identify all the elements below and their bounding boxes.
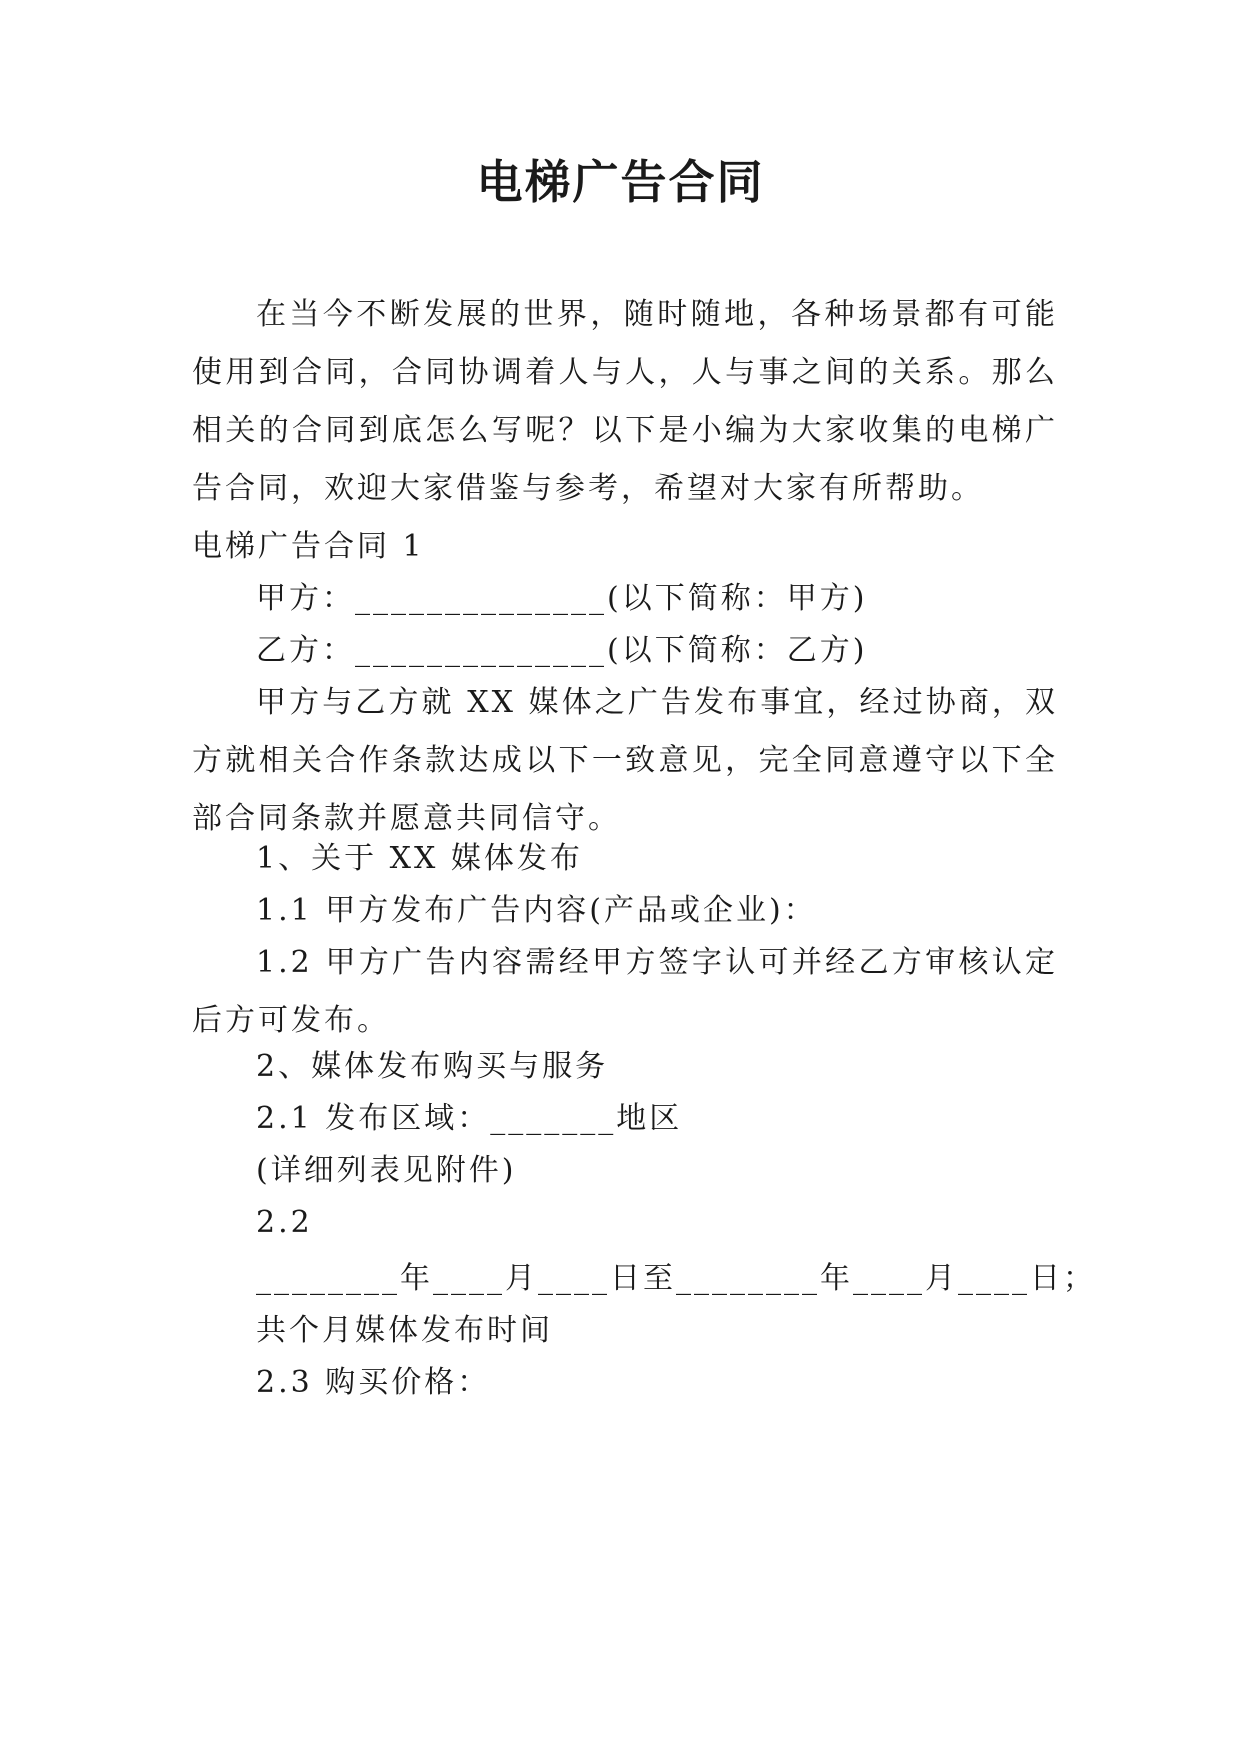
- clause-2-2-dates: ________年____月____日至________年____月____日；: [256, 1261, 1096, 1296]
- clause-2-1: 2.1 发布区域：_______地区: [256, 1101, 683, 1136]
- clause-2-heading: 2、媒体发布购买与服务: [256, 1049, 609, 1084]
- party-a-line: 甲方：______________(以下简称：甲方): [256, 581, 868, 616]
- clause-1-2: 1.2 甲方广告内容需经甲方签字认可并经乙方审核认定后方可发布。: [192, 945, 1058, 1038]
- intro-paragraph: 在当今不断发展的世界，随时随地，各种场景都有可能使用到合同，合同协调着人与人，人与事之间的关系。那么相关的合同到底怎么写呢？以下是小编为大家收集的电梯广告合同，欢迎大家借鉴与参考，希望对大家有所帮助。: [192, 297, 1058, 506]
- party-b-line: 乙方：______________(以下简称：乙方): [256, 633, 868, 668]
- agreement-paragraph: 甲方与乙方就 XX 媒体之广告发布事宜，经过协商，双方就相关合作条款达成以下一致意见，完全同意遵守以下全部合同条款并愿意共同信守。: [192, 685, 1058, 836]
- clause-2-2-period: 共个月媒体发布时间: [256, 1313, 553, 1348]
- clause-2-2: 2.2: [256, 1205, 313, 1240]
- document-title: 电梯广告合同: [476, 155, 765, 209]
- clause-1-1: 1.1 甲方发布广告内容(产品或企业)：: [256, 893, 817, 928]
- clause-2-1-note: (详细列表见附件): [256, 1153, 517, 1188]
- clause-2-3: 2.3 购买价格：: [256, 1365, 491, 1400]
- clause-1-heading: 1、关于 XX 媒体发布: [256, 841, 583, 876]
- section-heading: 电梯广告合同 1: [192, 529, 425, 564]
